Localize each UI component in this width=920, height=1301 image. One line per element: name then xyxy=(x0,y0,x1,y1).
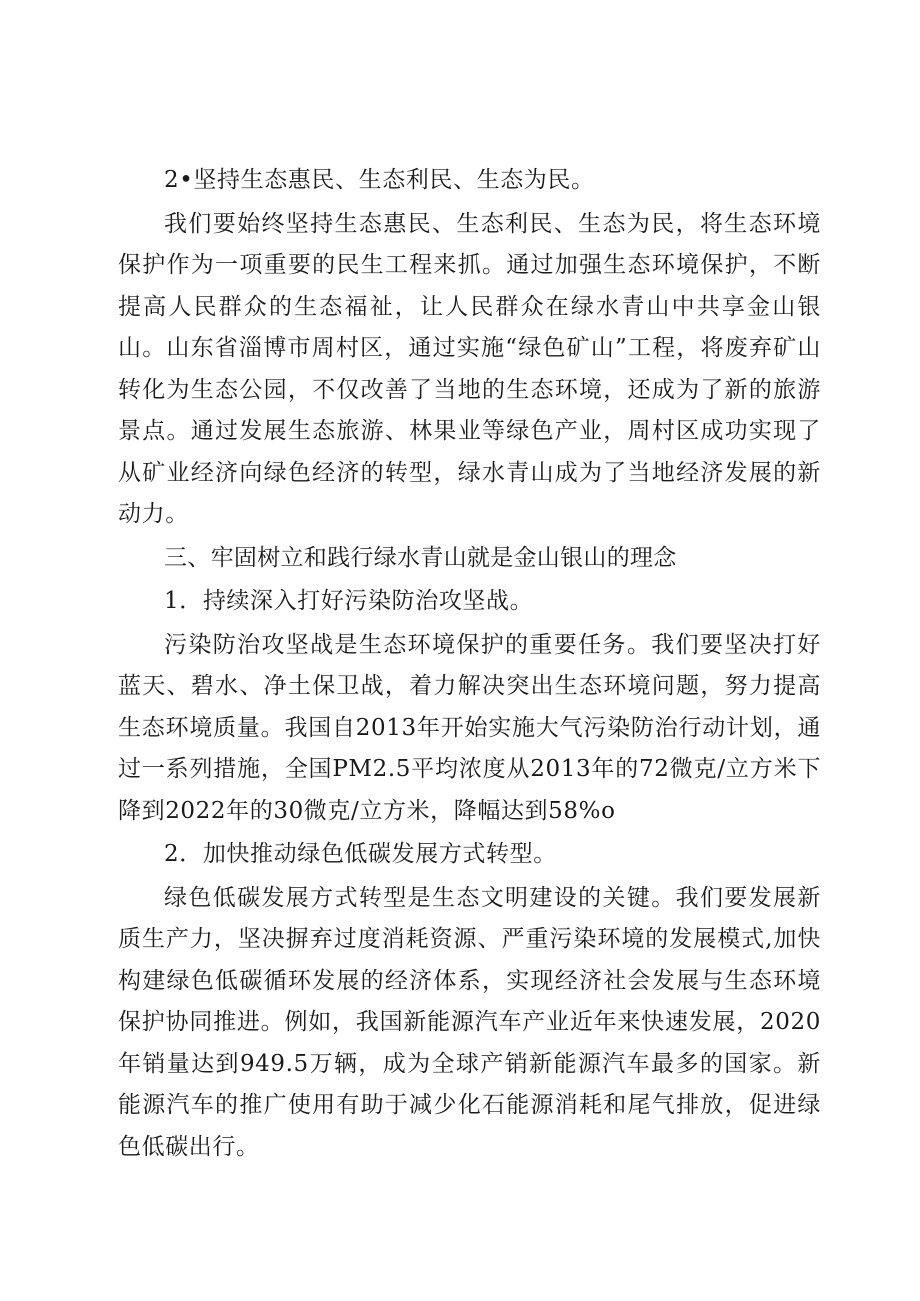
paragraph-green-transition: 绿色低碳发展方式转型是生态文明建设的关键。我们要发展新质生产力，坚决摒弃过度消耗资源、严重污染环境的发展模式,加快构建绿色低碳循环发展的经济体系，实现经济社会发展与生态环境保护协同推进。例如，我国新能源汽车产业近年来快速发展，2020年销量达到949.5万辆，成为全球产销新能源汽车最多的国家。新能源汽车的推广使用有助于减少化石能源消耗和尾气排放，促进绿色低碳出行。 xyxy=(118,884,821,1160)
subheading-ecological-benefit: 2•坚持生态惠民、生态利民、生态为民。 xyxy=(164,167,595,193)
document-body xyxy=(118,160,821,1168)
subheading-pollution-control: 1．持续深入打好污染防治攻坚战。 xyxy=(164,588,534,614)
section-heading-three: 三、牢固树立和践行绿水青山就是金山银山的理念 xyxy=(164,544,677,571)
paragraph-pollution-control: 污染防治攻坚战是生态环境保护的重要任务。我们要坚决打好蓝天、碧水、净土保卫战，着力解决突出生态环境问题，努力提高生态环境质量。我国自2013年开始实施大气污染防治行动计划，通过一系列措施，全国PM2.5平均浓度从2013年的72微克/立方米下降到2022年的30微克/立方米，降幅达到58%o xyxy=(118,631,821,824)
paragraph-ecological-benefit: 我们要始终坚持生态惠民、生态利民、生态为民，将生态环境保护作为一项重要的民生工程来抓。通过加强生态环境保护，不断提高人民群众的生态福祉，让人民群众在绿水青山中共享金山银山。山东省淄博市周村区，通过实施“绿色矿山”工程，将废弃矿山转化为生态公园，不仅改善了当地的生态环境，还成为了新的旅游景点。通过发展生态旅游、林果业等绿色产业，周村区成功实现了从矿业经济向绿色经济的转型，绿水青山成为了当地经济发展的新动力。 xyxy=(118,210,821,527)
subheading-green-transition: 2．加快推动绿色低碳发展方式转型。 xyxy=(164,841,557,867)
